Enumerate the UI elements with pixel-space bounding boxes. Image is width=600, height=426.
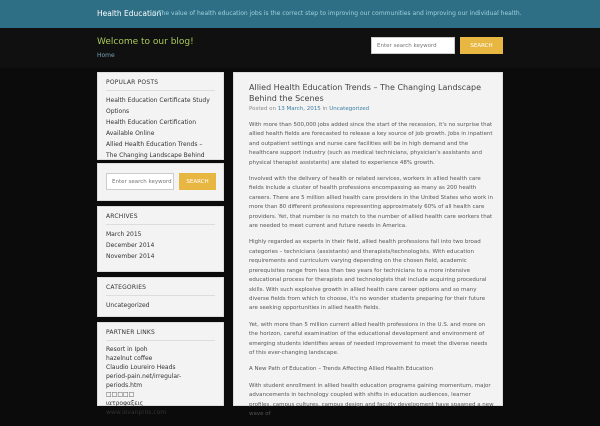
top-bar	[0, 0, 600, 28]
popular-post-link[interactable]: Allied Health Education Trends – The Changing Landscape Behind	[106, 141, 205, 159]
widget-title: PARTNER LINKS	[106, 329, 156, 336]
partner-link[interactable]: www.iovanpros.com	[106, 409, 167, 416]
popular-post-link[interactable]: Health Education Certification Available Online	[106, 119, 197, 137]
post-article	[233, 72, 503, 417]
popular-post-link[interactable]: Health Education Certificate Study Options	[106, 97, 210, 115]
category-link[interactable]: Uncategorized	[106, 302, 150, 309]
divider	[106, 340, 215, 341]
popular-posts-widget	[97, 72, 224, 160]
post-paragraph: Involved with the delivery of health or related services, workers in allied health care fields include a cluster of health professions encompassing as many as 200 health careers. There are 5 million allied health care providers in the United States who work in more than 80 different professions representing approximately 60% of all health care providers. Yet, that number is no match to the number of allied health care workers that are needed to meet current and future needs in America.	[249, 176, 494, 230]
header-search-button[interactable]: SEARCH	[460, 37, 503, 54]
post-category-link[interactable]: Uncategorized	[329, 106, 370, 112]
archive-link[interactable]: March 2015	[106, 231, 142, 238]
post-paragraph: With student enrollment in allied health education programs gaining momentum, major advancements in technology coupled with shifts in education audiences, learner profiles, campus cultures, campus design and faculty development have spawned a new wave of	[249, 382, 494, 417]
site-title[interactable]: Health Education	[97, 9, 162, 18]
post-subheading: A New Path of Education – Trends Affecting Allied Health Education	[249, 366, 433, 373]
partner-link[interactable]: period-pain.net/irregular-periods.htm	[106, 373, 182, 389]
divider	[106, 295, 215, 296]
archive-link[interactable]: November 2014	[106, 253, 155, 260]
divider	[106, 90, 215, 91]
categories-widget	[97, 277, 224, 317]
partner-link[interactable]: Claudio Loureiro Heads	[106, 364, 176, 371]
post-body	[249, 121, 494, 426]
header-search-input[interactable]	[371, 37, 455, 54]
archive-link[interactable]: December 2014	[106, 242, 155, 249]
partner-link[interactable]: Resort in Ipoh	[106, 346, 148, 353]
post-date-link[interactable]: 13 March, 2015	[277, 106, 321, 112]
sidebar-search-input[interactable]	[106, 173, 174, 190]
page-title: Welcome to our blog!	[97, 37, 194, 47]
post-paragraph: With more than 500,000 jobs added since the start of the recession, it's no surprise that allied health fields are forecasted to release a key source of job growth. Jobs in inpatient and outpatient settings and nurse care facilities will be in high demand and the healthcare support industry (such as medical technicians, physician's assistants and physical therapist assistants) are slated to experience 48% growth.	[249, 122, 493, 166]
widget-title: POPULAR POSTS	[106, 79, 159, 86]
post-title[interactable]: Allied Health Education Trends – The Changing Landscape Behind the Scenes	[249, 83, 482, 103]
sidebar-search-button[interactable]: SEARCH	[179, 173, 216, 190]
divider	[106, 224, 215, 225]
post-paragraph: Highly regarded as experts in their field, allied health professions fall into two broad categories – technicians (assistants) and therapists/technologists. With education requirements and curriculum varying depending on the chosen field, academic prerequisites range from less than two years for technicians to a more intensive educational process for therapists and technologists that include acquiring procedural skills. With such explosive growth in allied health care career options and so many diverse fields from which to choose, it's no wonder students preparing for their future are seeking opportunities in allied health fields.	[249, 239, 487, 312]
partner-link[interactable]: hazelnut coffee	[106, 355, 153, 362]
header	[0, 28, 600, 68]
widget-title: ARCHIVES	[106, 213, 138, 220]
widget-title: CATEGORIES	[106, 284, 147, 291]
breadcrumb-home[interactable]: Home	[97, 52, 115, 59]
site-tagline: // The value of health education jobs is the correct step to improving our communities and improving our individual health.	[152, 10, 522, 17]
partner-link[interactable]: □□□□□	[106, 391, 135, 398]
meta-in-label: in	[322, 106, 328, 112]
post-paragraph: Yet, with more than 5 million current allied health professions in the U.S. and more on the horizon, careful examination of the educational development and environment of emerging students identifies areas of needed improvement to meet the diverse needs of this ever-changing landscape.	[249, 321, 488, 356]
archives-widget	[97, 206, 224, 272]
post-meta	[249, 106, 369, 112]
search-widget	[97, 163, 224, 201]
partner-link[interactable]: ιατροφαξεις	[106, 400, 144, 407]
partner-links-widget	[97, 322, 224, 416]
meta-posted-label: Posted on	[249, 106, 276, 112]
